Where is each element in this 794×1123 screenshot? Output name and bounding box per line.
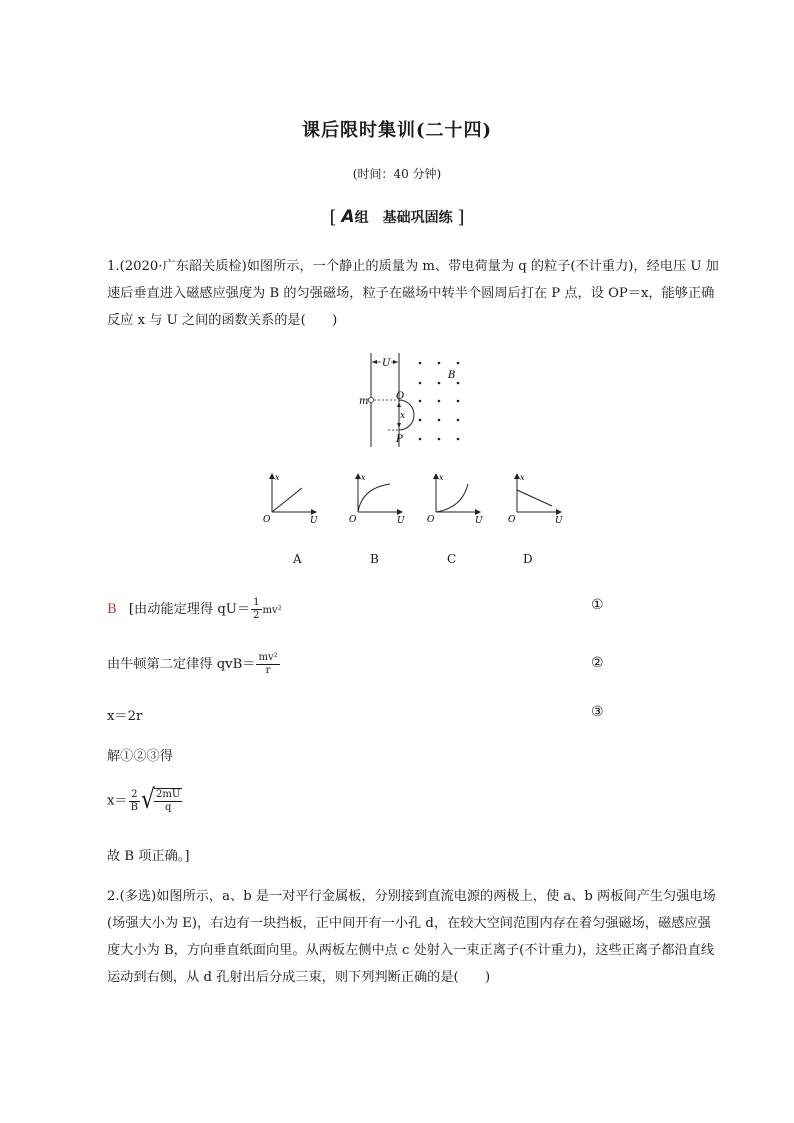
solution-step-1: B [由动能定理得 qU＝ $\frac{1}{2}$ mv²: [107, 597, 282, 621]
time-limit: (时间：40 分钟): [352, 167, 442, 181]
fraction-half: $\frac{1}{2}$: [253, 597, 260, 621]
sqrt-symbol: √: [140, 785, 156, 816]
svg-text:U: U: [555, 516, 563, 526]
particle-m: [369, 398, 374, 403]
option-graphs: [258, 470, 568, 528]
question-1-figure: [350, 350, 480, 450]
svg-text:O: O: [263, 515, 271, 525]
graph-c: [427, 473, 483, 526]
group-title: 组 基础巩固练: [354, 210, 453, 226]
fraction-2mu-q: $\frac{2mU}{q}$: [156, 789, 181, 813]
mark-1: ①: [591, 597, 604, 613]
solution-step-3: x＝2r: [107, 709, 143, 724]
group-heading: [0, 207, 794, 228]
solution-step-5: x＝ $\frac{2}{B}$ √ $\frac{2mU}{q}$: [107, 785, 181, 816]
option-a-label: A: [293, 552, 302, 566]
label-U: U: [382, 358, 391, 369]
graph-a: [263, 473, 318, 526]
graph-d: [508, 473, 563, 526]
graph-b: [349, 473, 405, 526]
solution-step-2: 由牛顿第二定律得 qvB＝ $\frac{\text{mv²}}{r}$: [107, 652, 278, 676]
fraction-mv2-r: $\frac{\text{mv²}}{r}$: [258, 652, 278, 676]
svg-text:U: U: [397, 516, 405, 526]
group-letter: A: [341, 207, 355, 227]
label-x: x: [400, 411, 406, 421]
label-B: B: [448, 370, 456, 381]
svg-text:x: x: [520, 473, 525, 482]
option-b-label: B: [370, 552, 379, 566]
mark-3: ③: [591, 704, 604, 720]
option-d-label: D: [523, 552, 533, 566]
svg-text:O: O: [349, 515, 357, 525]
label-O: O: [396, 391, 405, 402]
svg-text:x: x: [439, 473, 444, 482]
question-1-text: 1.(2020·广东韶关质检)如图所示，一个静止的质量为 m、带电荷量为 q 的粒子(不计重力)，经电压 U 加速后垂直进入磁感应强度为 B 的匀强磁场，粒子在磁场中转半个圆周后打在 P 点，设 OP＝x，能够正确反应 x 与 U 之间的函数关系的是( ): [107, 259, 719, 328]
mark-2: ②: [591, 655, 604, 671]
answer-letter: B: [107, 602, 117, 617]
question-2-text: 2.(多选)如图所示，a、b 是一对平行金属板，分别接到直流电源的两极上，使 a、b 两板间产生匀强电场(场强大小为 E)，右边有一块挡板，正中间开有一小孔 d，在较大空间范围内存在着匀强磁场，磁感应强度大小为 B，方向垂直纸面向里。从两板左侧中点 c 处射入一束正离子(不计重力)，这些正离子都沿直线运动到右侧，从 d 孔射出后分成三束，则下列判断正确的是( ): [107, 889, 716, 985]
svg-text:U: U: [475, 516, 483, 526]
svg-text:O: O: [508, 515, 516, 525]
bracket-right: ]: [457, 207, 465, 228]
svg-text:O: O: [427, 515, 435, 525]
solution-conclusion: 故 B 项正确。]: [107, 849, 190, 864]
svg-text:x: x: [275, 473, 280, 482]
option-c-label: C: [447, 552, 457, 566]
fraction-2-b: $\frac{2}{B}$: [130, 788, 138, 813]
page-title: 课后限时集训(二十四): [301, 120, 493, 141]
label-P: P: [396, 434, 403, 445]
svg-text:x: x: [361, 473, 366, 482]
svg-text:U: U: [310, 516, 318, 526]
solution-step-4: 解①②③得: [107, 749, 173, 764]
bracket-left: [: [329, 207, 337, 228]
label-m: m: [359, 396, 369, 407]
